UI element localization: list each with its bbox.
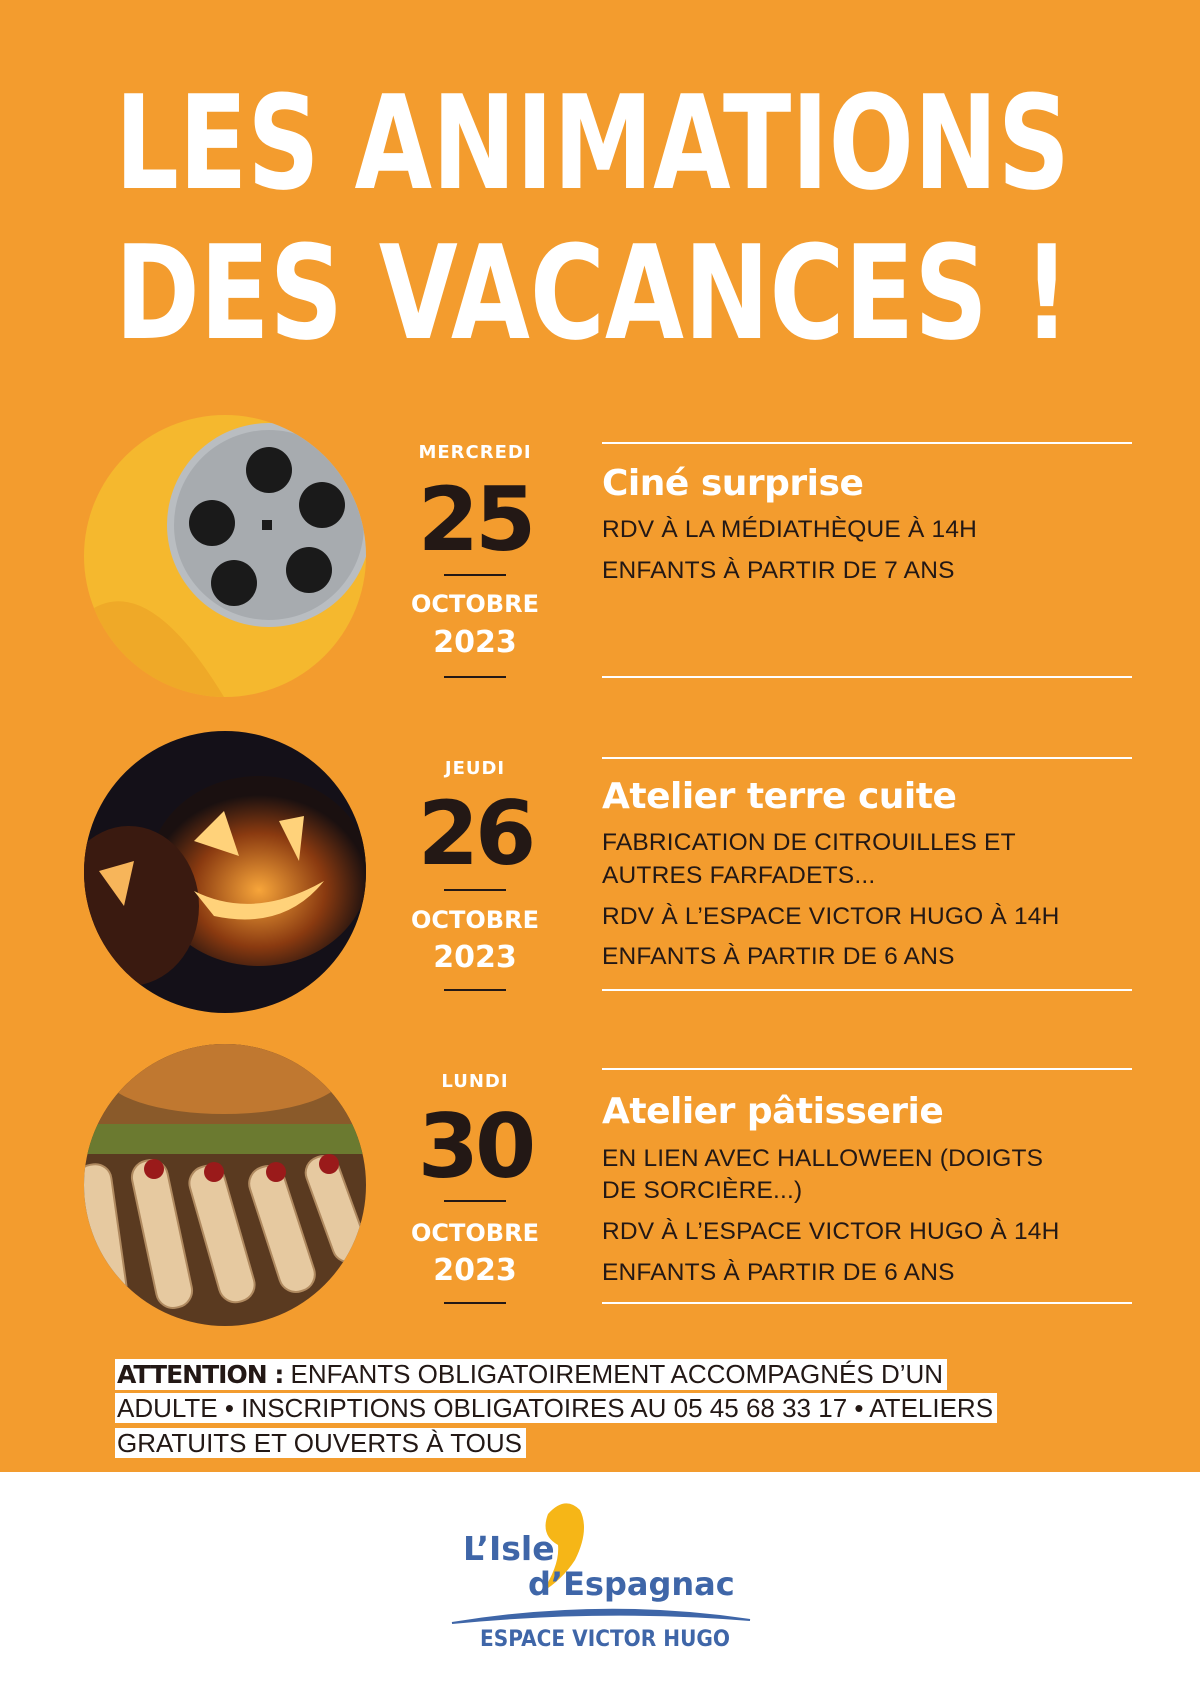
day-number: 26 — [417, 782, 533, 885]
divider — [444, 989, 506, 991]
notice-line-2: ADULTE • INSCRIPTIONS OBLIGATOIRES AU 05 45 68 33 17 • ATELIERS — [115, 1393, 997, 1423]
divider — [444, 889, 506, 891]
headline-line-1: LES ANIMATIONS — [115, 67, 1070, 219]
divider — [602, 1068, 1132, 1070]
event-detail: AUTRES FARFADETS... — [602, 862, 876, 889]
day-name: MERCREDI — [418, 442, 532, 463]
event-detail: RDV À L’ESPACE VICTOR HUGO À 14H — [602, 1218, 1060, 1245]
divider — [444, 676, 506, 678]
year: 2023 — [433, 940, 517, 975]
day-name: JEUDI — [444, 758, 506, 779]
event-title: Atelier pâtisserie — [602, 1091, 944, 1132]
event-detail: EN LIEN AVEC HALLOWEEN (DOIGTS — [602, 1145, 1044, 1172]
year: 2023 — [433, 625, 517, 660]
notice-label: ATTENTION : — [117, 1360, 284, 1389]
divider — [444, 1200, 506, 1202]
notice-line-1 — [115, 1359, 947, 1390]
divider — [602, 989, 1132, 991]
month: OCTOBRE — [411, 590, 539, 618]
event-title: Ciné surprise — [602, 463, 864, 504]
logo-arc — [452, 1610, 750, 1623]
event-detail: ENFANTS À PARTIR DE 6 ANS — [602, 943, 955, 970]
logo-line-1: L’Isle — [463, 1529, 555, 1568]
divider — [602, 442, 1132, 444]
divider — [444, 1302, 506, 1304]
divider — [602, 676, 1132, 678]
event-title: Atelier terre cuite — [602, 776, 957, 817]
day-number: 30 — [417, 1095, 533, 1198]
event-detail: RDV À L’ESPACE VICTOR HUGO À 14H — [602, 903, 1060, 930]
notice-text: ENFANTS OBLIGATOIREMENT ACCOMPAGNÉS D’UN — [283, 1359, 944, 1389]
divider — [602, 757, 1132, 759]
event-detail: ENFANTS À PARTIR DE 7 ANS — [602, 557, 955, 584]
event-detail: DE SORCIÈRE...) — [602, 1177, 803, 1204]
divider — [602, 1302, 1132, 1304]
film-reel-icon — [84, 415, 366, 697]
year: 2023 — [433, 1253, 517, 1288]
logo — [440, 1480, 770, 1670]
event-detail: FABRICATION DE CITROUILLES ET — [602, 829, 1016, 856]
logo-line-2: d’Espagnac — [528, 1565, 735, 1603]
day-number: 25 — [417, 468, 533, 571]
headline-line-2: DES VACANCES ! — [115, 217, 1070, 360]
event-detail: ENFANTS À PARTIR DE 6 ANS — [602, 1259, 955, 1286]
notice-line-3: GRATUITS ET OUVERTS À TOUS — [115, 1428, 526, 1458]
divider — [444, 574, 506, 576]
day-name: LUNDI — [441, 1071, 509, 1092]
month: OCTOBRE — [411, 1219, 539, 1247]
month: OCTOBRE — [411, 906, 539, 934]
event-detail: RDV À LA MÉDIATHÈQUE À 14H — [602, 516, 978, 543]
jack-o-lantern-icon — [84, 731, 366, 1013]
witch-fingers-cookies-icon — [84, 1044, 366, 1326]
headline — [0, 0, 1200, 360]
logo-subtitle: ESPACE VICTOR HUGO — [480, 1627, 730, 1652]
